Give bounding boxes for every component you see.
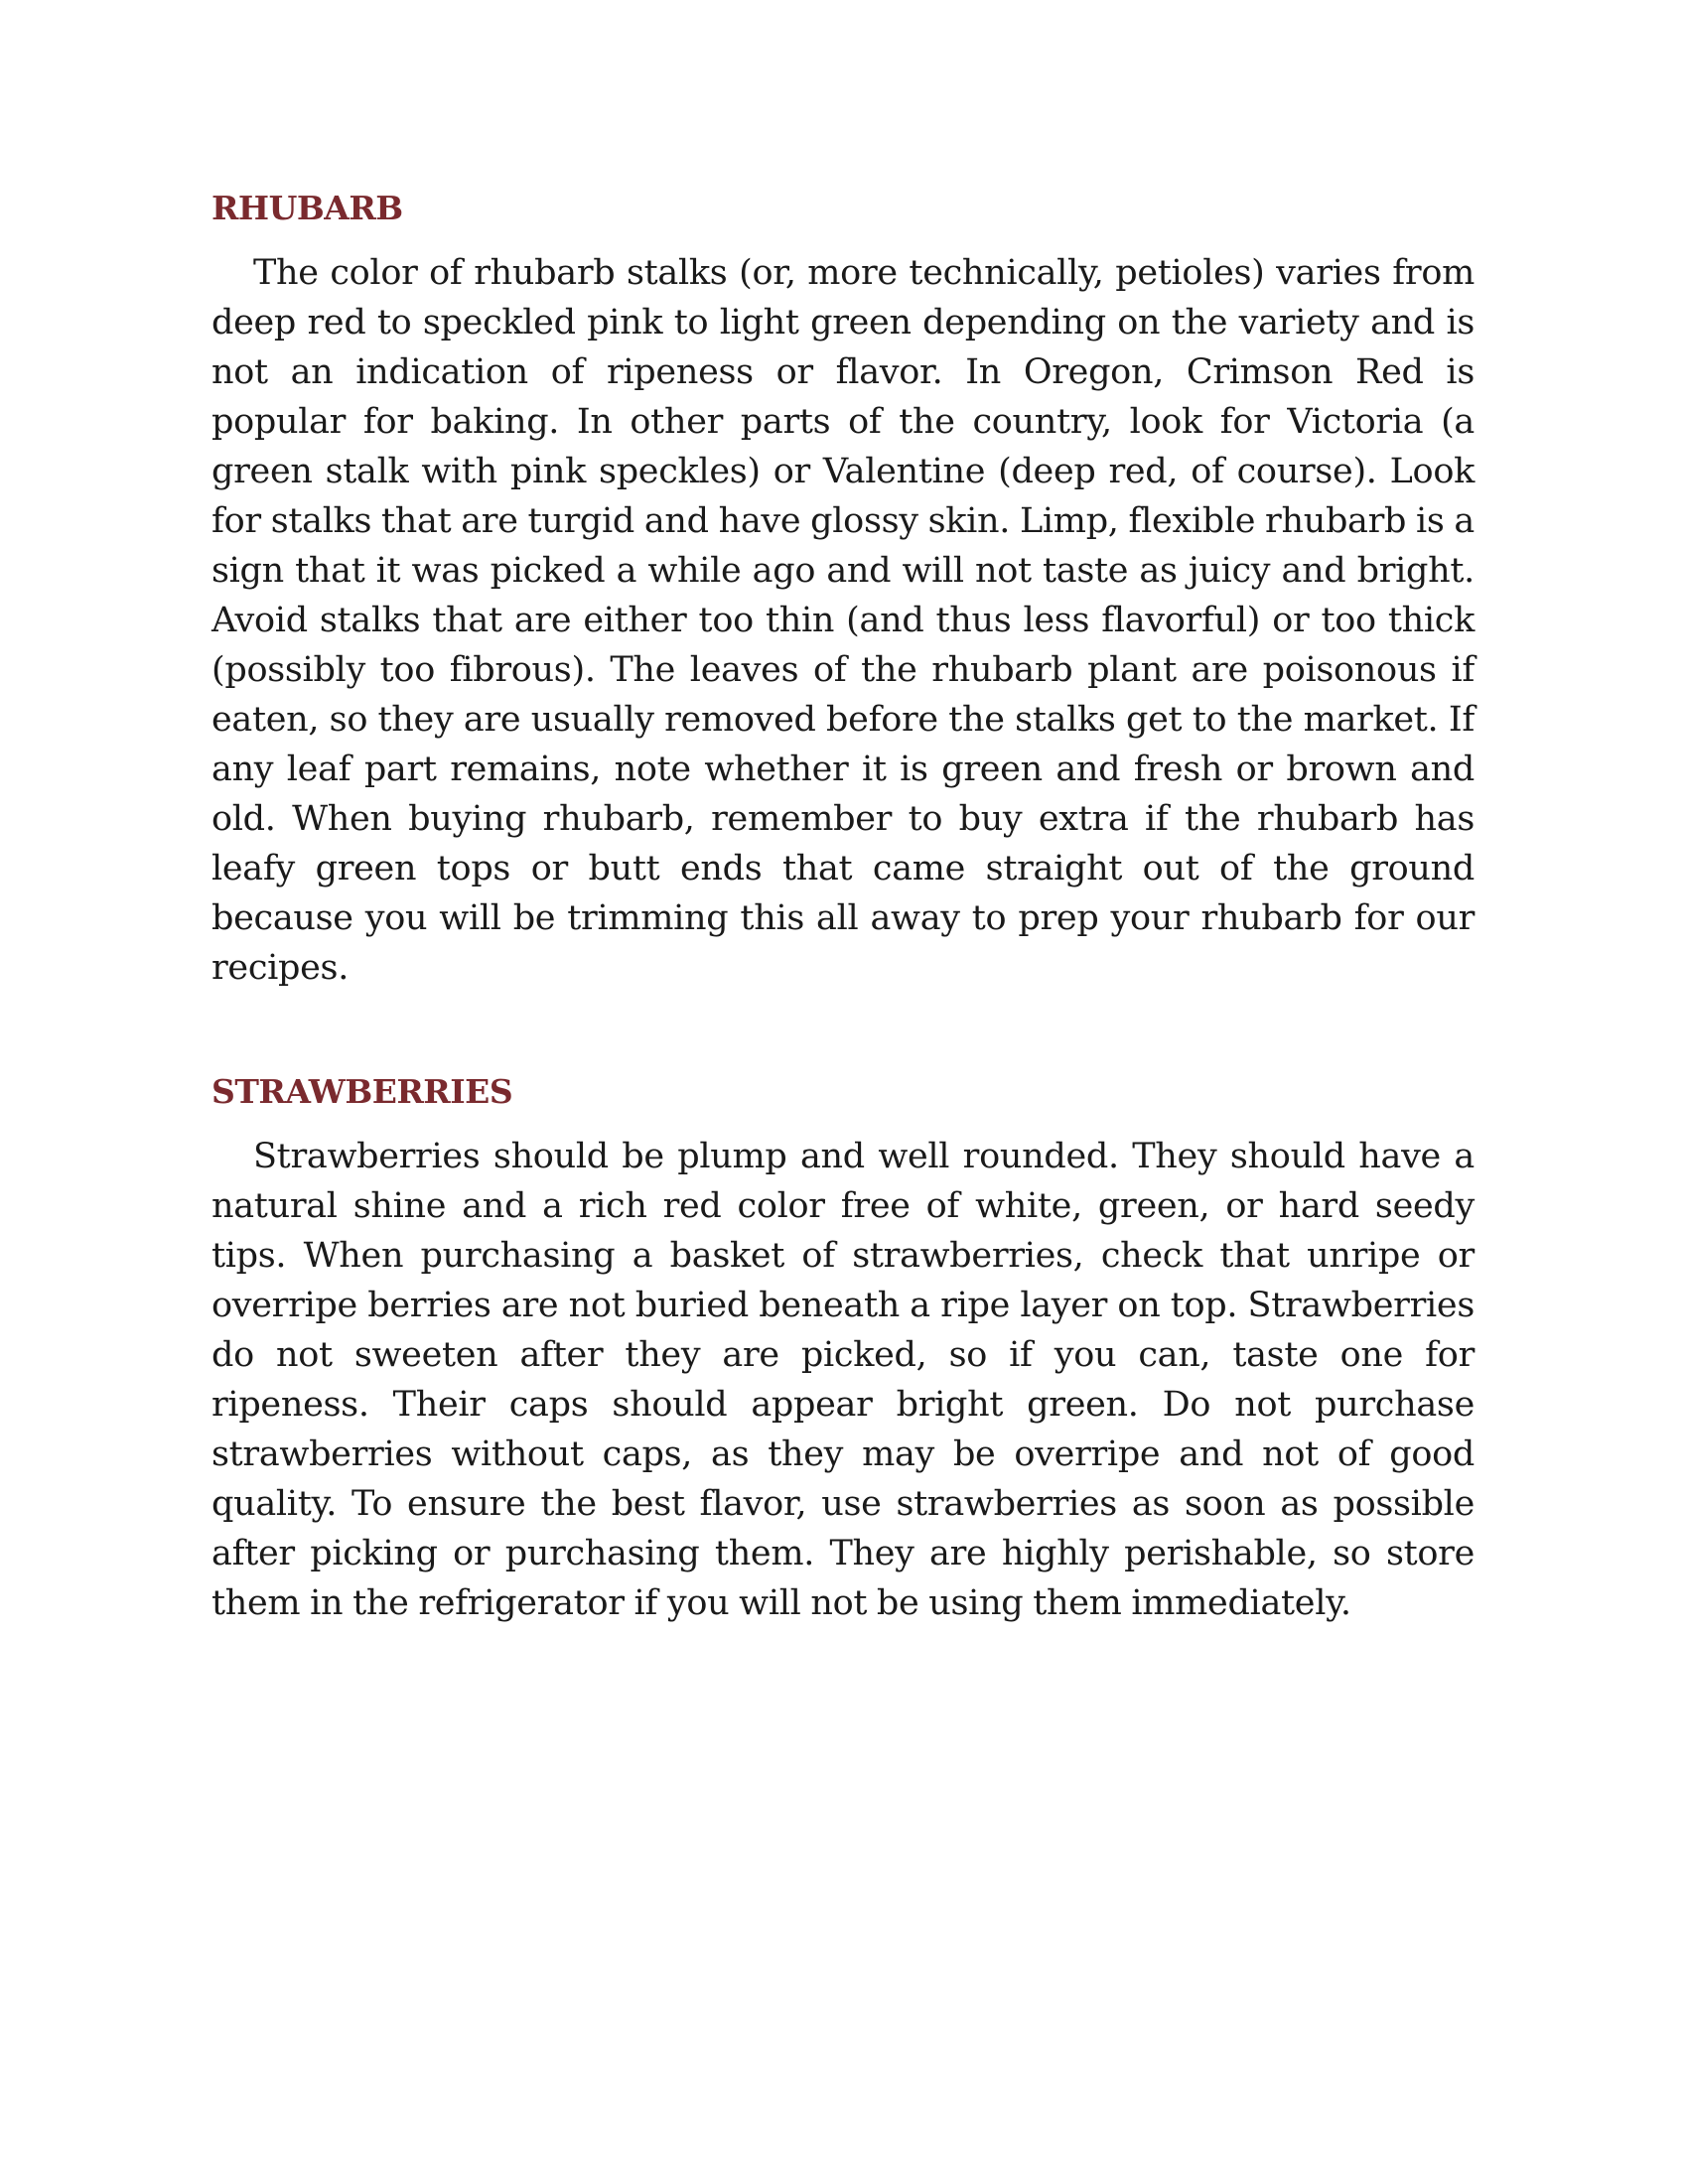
section-heading-rhubarb: RHUBARB [211, 189, 403, 227]
section-strawberries [211, 1072, 1475, 1628]
document-page [211, 189, 1475, 1628]
section-rhubarb [211, 189, 1475, 993]
section-body-strawberries: Strawberries should be plump and well rounded. They should have a natural shine and a rich red color free of white, green, or hard seedy tips. When purchasing a basket of strawberries, check that unripe or overripe berries are not buried beneath a ripe layer on top. Strawberries do not sweeten after they are picked, so if you can, taste one for ripeness. Their caps should appear bright green. Do not purchase strawberries without caps, as they may be overripe and not of good quality. To ensure the best flavor, use strawberries as soon as possible after picking or purchasing them. They are highly perishable, so store them in the refrigerator if you will not be using them immediately. [211, 1137, 1475, 1623]
section-heading-strawberries: STRAWBERRIES [211, 1072, 513, 1111]
section-body-rhubarb: The color of rhubarb stalks (or, more technically, petioles) varies from deep red to speckled pink to light green depending on the variety and is not an indication of ripeness or flavor. In Oregon, Crimson Red is popular for baking. In other parts of the country, look for Victoria (a green stalk with pink speckles) or Valentine (deep red, of course). Look for stalks that are turgid and have glossy skin. Limp, flexible rhubarb is a sign that it was picked a while ago and will not taste as juicy and bright. Avoid stalks that are either too thin (and thus less flavorful) or too thick (possibly too fibrous). The leaves of the rhubarb plant are poisonous if eaten, so they are usually removed before the stalks get to the market. If any leaf part remains, note whether it is green and fresh or brown and old. When buying rhubarb, remember to buy extra if the rhubarb has leafy green tops or butt ends that came straight out of the ground because you will be trimming this all away to prep your rhubarb for our recipes. [211, 253, 1475, 988]
